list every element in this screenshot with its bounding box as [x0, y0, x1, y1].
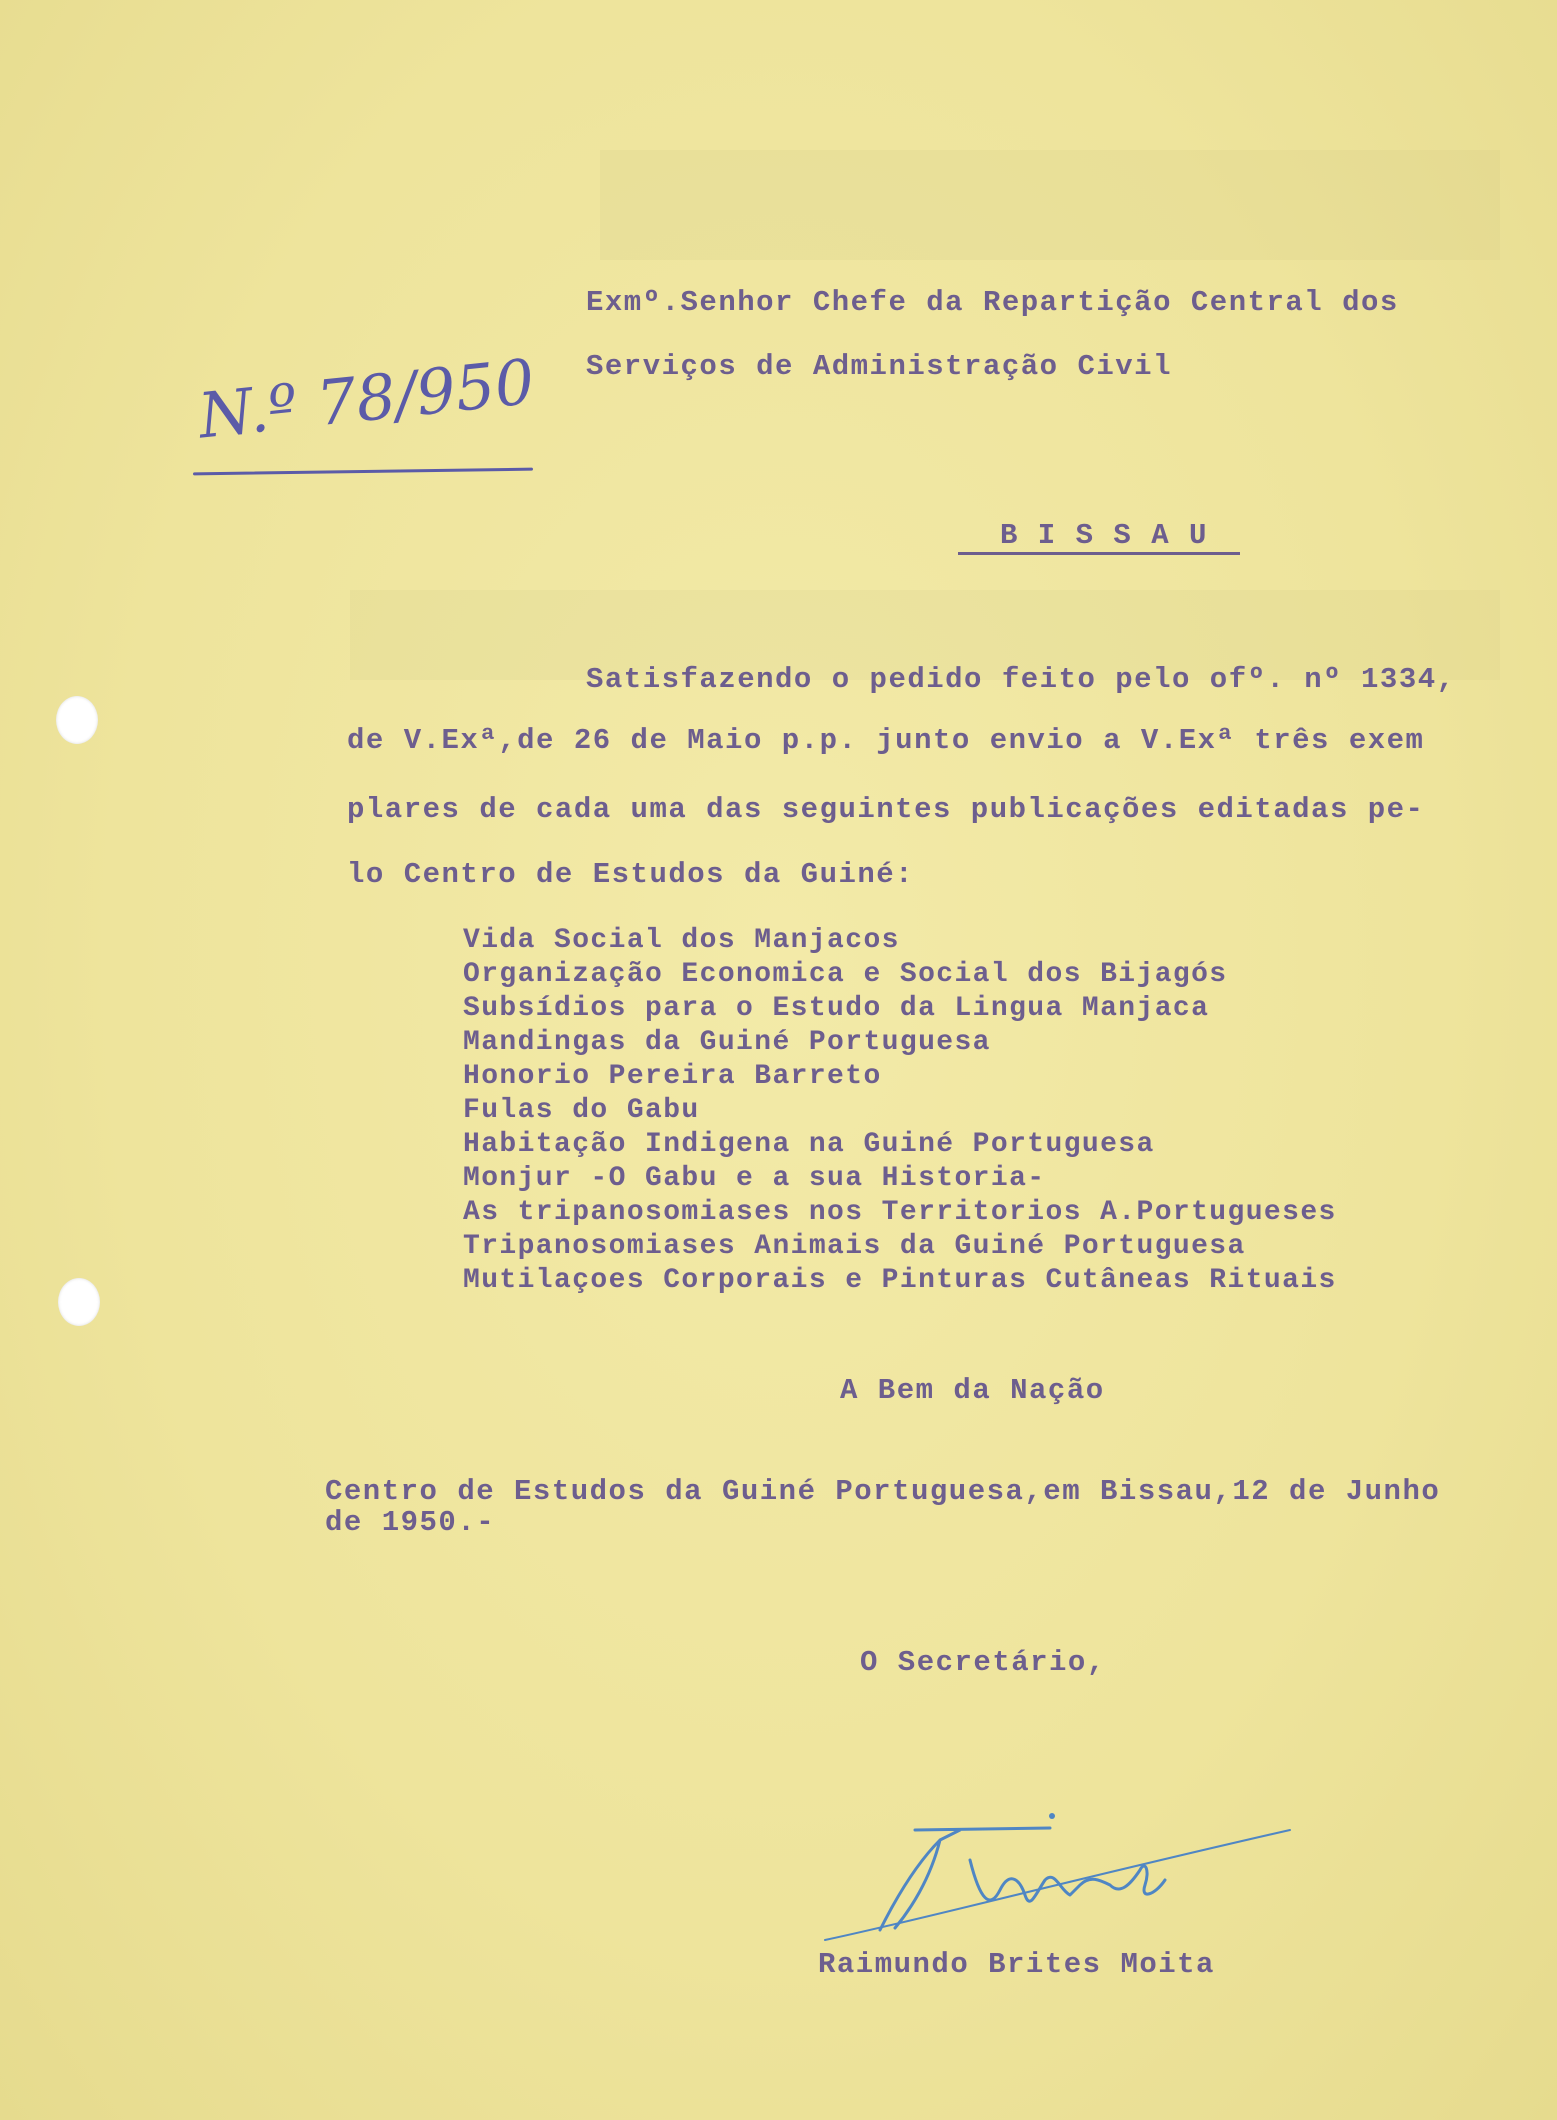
list-item: Monjur -O Gabu e a sua Historia- — [463, 1163, 1046, 1194]
list-item: Tripanosomiases Animais da Guiné Portuguesa — [463, 1231, 1246, 1262]
list-item: Mandingas da Guiné Portuguesa — [463, 1027, 991, 1058]
punch-hole-bottom — [58, 1278, 100, 1326]
body-line-4: lo Centro de Estudos da Guiné: — [347, 858, 915, 891]
handwritten-underline — [193, 468, 533, 476]
list-item: Honorio Pereira Barreto — [463, 1061, 882, 1092]
place-date-line-2: de 1950.- — [325, 1506, 496, 1539]
list-item: Habitação Indigena na Guiné Portuguesa — [463, 1129, 1155, 1160]
city-heading-underline — [958, 552, 1240, 555]
list-item: As tripanosomiases nos Territorios A.Portugueses — [463, 1197, 1337, 1228]
signatory-title: O Secretário, — [860, 1646, 1106, 1679]
addressee-line-1: Exmº.Senhor Chefe da Repartição Central dos — [586, 286, 1399, 319]
signature-icon — [820, 1800, 1300, 1950]
addressee-line-2: Serviços de Administração Civil — [586, 350, 1172, 383]
list-item: Vida Social dos Manjacos — [463, 925, 900, 956]
punch-hole-top — [56, 696, 98, 744]
body-line-2: de V.Exª,de 26 de Maio p.p. junto envio a V.Exª três exem — [347, 724, 1425, 757]
city-heading: B I S S A U — [1000, 519, 1208, 552]
list-item: Fulas do Gabu — [463, 1095, 700, 1126]
list-item: Organização Economica e Social dos Bijagós — [463, 959, 1228, 990]
list-item: Mutilaçoes Corporais e Pinturas Cutâneas Rituais — [463, 1265, 1337, 1296]
signatory-name: Raimundo Brites Moita — [818, 1948, 1215, 1981]
body-line-3: plares de cada uma das seguintes publicações editadas pe- — [347, 793, 1425, 826]
handwritten-reference-number: N.º 78/950 — [195, 344, 538, 453]
show-through-text — [600, 150, 1500, 260]
place-date-line-1: Centro de Estudos da Guiné Portuguesa,em Bissau,12 de Junho — [325, 1475, 1441, 1508]
closing-salutation: A Bem da Nação — [840, 1374, 1105, 1407]
publications-list — [463, 924, 1337, 1298]
list-item: Subsídios para o Estudo da Lingua Manjaca — [463, 993, 1210, 1024]
body-line-1: Satisfazendo o pedido feito pelo ofº. nº 1334, — [586, 663, 1456, 696]
